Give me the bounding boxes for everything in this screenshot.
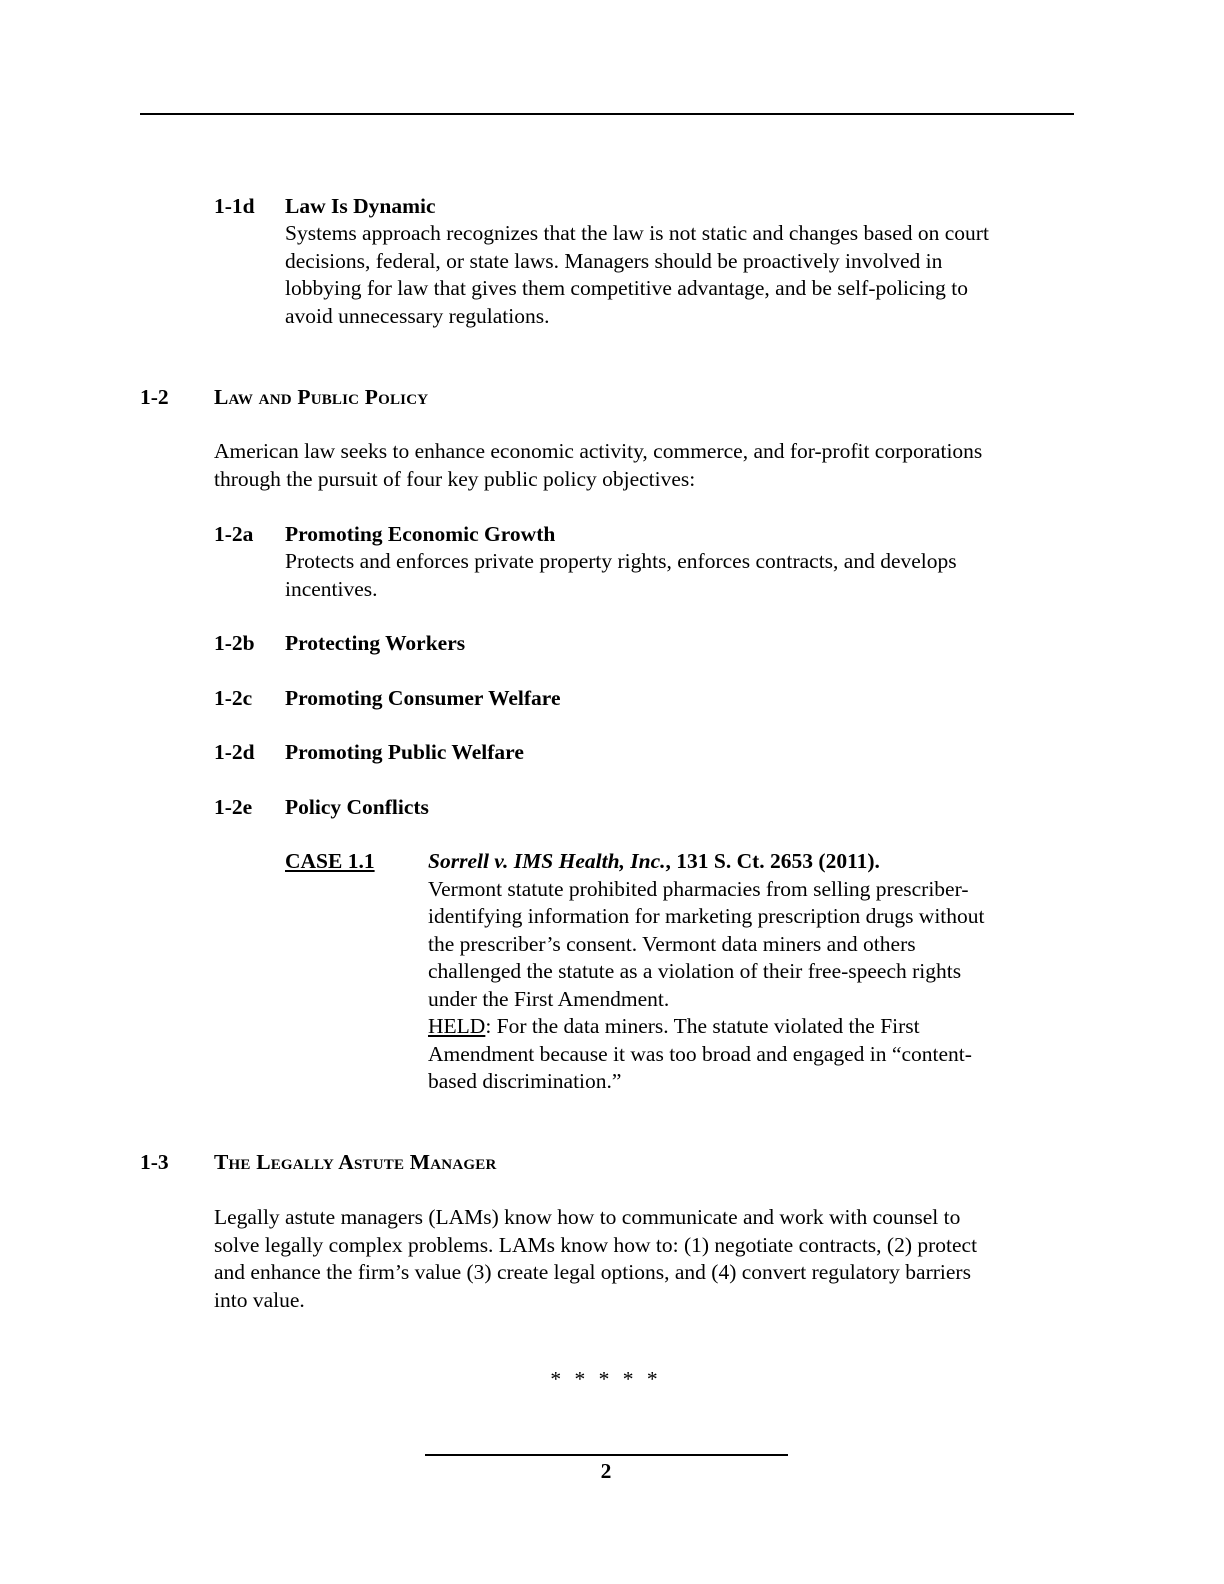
text-line: identifying information for marketing prescription drugs without: [428, 904, 985, 928]
case-heading: [428, 848, 1068, 876]
text-line: through the pursuit of four key public policy objectives:: [214, 466, 696, 491]
subsection-title-1-2c: Promoting Consumer Welfare: [285, 686, 561, 710]
text-line: Vermont statute prohibited pharmacies from selling prescriber-: [428, 876, 969, 901]
text-line: into value.: [214, 1287, 305, 1312]
section-separator: * * * * *: [550, 1367, 662, 1391]
subsection-number-1-2b: 1-2b: [214, 631, 255, 655]
text-line: decisions, federal, or state laws. Managers should be proactively involved in: [285, 248, 943, 273]
text-line: Amendment because it was too broad and engaged in “content-: [428, 1041, 972, 1066]
text-line: the prescriber’s consent. Vermont data miners and others: [428, 931, 916, 956]
section-title-1-3: The Legally Astute Manager: [214, 1150, 497, 1174]
text-line: Systems approach recognizes that the law is not static and changes based on court: [285, 221, 989, 245]
text-line: based discrimination.”: [428, 1069, 622, 1093]
text-line: under the First Amendment.: [428, 986, 670, 1011]
section-title-1-2: Law and Public Policy: [214, 385, 429, 409]
subsection-title-1-1d: Law Is Dynamic: [285, 194, 436, 218]
subsection-number-1-2a: 1-2a: [214, 522, 254, 546]
text-line: and enhance the firm’s value (3) create legal options, and (4) convert regulatory barriers: [214, 1260, 971, 1284]
text-line: solve legally complex problems. LAMs know how to: (1) negotiate contracts, (2) protect: [214, 1232, 978, 1257]
footer-rule: [425, 1454, 788, 1456]
subsection-number-1-2c: 1-2c: [214, 686, 253, 710]
held-line: [428, 1013, 1068, 1041]
paragraph-1-1d: [285, 220, 1085, 330]
section-number-1-2: 1-2: [140, 385, 169, 409]
text-line: incentives.: [285, 576, 378, 601]
case-citation: , 131 S. Ct. 2653 (2011).: [665, 849, 880, 873]
text-line: Legally astute managers (LAMs) know how to communicate and work with counsel to: [214, 1205, 961, 1229]
subsection-number-1-1d: 1-1d: [214, 194, 255, 218]
page-number: 2: [600, 1459, 612, 1483]
case-body: [428, 848, 1068, 1096]
text-line: American law seeks to enhance economic activity, commerce, and for-profit corporations: [214, 439, 983, 463]
text-line: lobbying for law that gives them competitive advantage, and be self-policing to: [285, 276, 969, 300]
subsection-title-1-2b: Protecting Workers: [285, 631, 466, 655]
subsection-title-1-2e: Policy Conflicts: [285, 795, 429, 819]
text-line: challenged the statute as a violation of their free-speech rights: [428, 959, 962, 983]
held-text: : For the data miners. The statute violated the First: [485, 1014, 920, 1038]
section-number-1-3: 1-3: [140, 1150, 169, 1174]
subsection-title-1-2a: Promoting Economic Growth: [285, 522, 556, 546]
paragraph-1-3: [214, 1204, 1084, 1314]
case-name: Sorrell v. IMS Health, Inc.: [428, 849, 666, 873]
paragraph-1-2: [214, 438, 1084, 493]
header-rule: [140, 113, 1074, 115]
subsection-number-1-2e: 1-2e: [214, 795, 253, 819]
paragraph-1-2a: [285, 548, 1075, 603]
subsection-title-1-2d: Promoting Public Welfare: [285, 740, 524, 764]
subsection-number-1-2d: 1-2d: [214, 740, 255, 764]
text-line: Protects and enforces private property rights, enforces contracts, and develops: [285, 549, 957, 573]
case-label: CASE 1.1: [285, 849, 375, 873]
held-label: HELD: [428, 1014, 486, 1038]
text-line: avoid unnecessary regulations.: [285, 303, 550, 328]
